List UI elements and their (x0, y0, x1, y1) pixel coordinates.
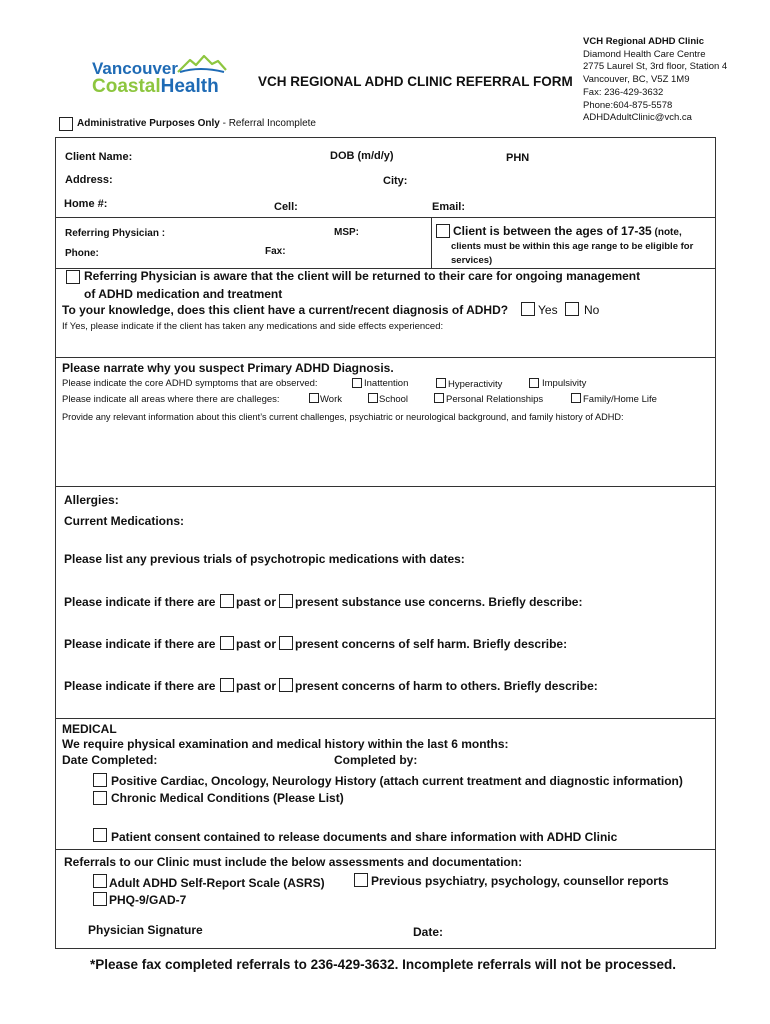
age-note-line: services) (451, 255, 493, 266)
age-label: Client is between the ages of 17-35 (453, 224, 652, 238)
provide-text: Provide any relevant information about this client’s current challenges, psychiatric or neurological background, and family history of ADHD: (62, 412, 624, 422)
cardiac-label: Positive Cardiac, Oncology, Neurology History (attach current treatment and diagnostic information) (111, 774, 683, 788)
inattention-checkbox[interactable] (352, 378, 362, 388)
completed-by-label: Completed by: (334, 753, 418, 767)
others-present-checkbox[interactable] (279, 678, 293, 692)
relationships-checkbox[interactable] (434, 393, 444, 403)
previous-reports-checkbox[interactable] (354, 873, 368, 887)
logo-coastal: Coastal (92, 76, 161, 97)
hyperactivity-label: Hyperactivity (448, 379, 503, 390)
clinic-line: Diamond Health Care Centre (583, 48, 706, 60)
cell-label: Cell: (274, 201, 298, 213)
consent-checkbox[interactable] (93, 828, 107, 842)
impulsivity-checkbox[interactable] (529, 378, 539, 388)
relationships-label: Personal Relationships (446, 394, 544, 405)
date-completed-label: Date Completed: (62, 753, 158, 767)
if-yes-text: If Yes, please indicate if the client has taken any medications and side effects experienced: (62, 321, 444, 332)
vch-logo (92, 56, 232, 100)
aware-checkbox[interactable] (66, 270, 80, 284)
age-note-line: clients must be within this age range to be eligible for (451, 241, 694, 252)
school-label: School (379, 394, 409, 405)
age-checkbox[interactable] (436, 224, 450, 238)
past-or-label: past or (236, 595, 277, 609)
admin-note: - Referral Incomplete (219, 118, 316, 129)
divider (56, 357, 715, 358)
chronic-checkbox[interactable] (93, 791, 107, 805)
others-label: present concerns of harm to others. Briefly describe: (295, 679, 598, 693)
clinic-line: Phone:604-875-5578 (583, 99, 673, 111)
selfharm-past-checkbox[interactable] (220, 636, 234, 650)
clinic-line: Fax: 236-429-3632 (583, 86, 664, 98)
phq-checkbox[interactable] (93, 892, 107, 906)
family-label: Family/Home Life (583, 394, 657, 405)
referrals-title: Referrals to our Clinic must include the below assessments and documentation: (64, 855, 523, 869)
yes-label: Yes (538, 303, 558, 317)
form-border (55, 137, 716, 949)
impulsivity-label: Impulsivity (542, 378, 587, 389)
divider (56, 217, 715, 218)
psychotropic-trials-label: Please list any previous trials of psychotropic medications with dates: (64, 552, 465, 566)
question-prefix: Please indicate if there are (64, 595, 216, 609)
clinic-email: ADHDAdultClinic@vch.ca (583, 112, 692, 124)
family-checkbox[interactable] (571, 393, 581, 403)
work-label: Work (320, 394, 342, 405)
clinic-line: Vancouver, BC, V5Z 1M9 (583, 74, 690, 86)
logo-health: Health (160, 76, 219, 97)
others-past-checkbox[interactable] (220, 678, 234, 692)
substance-present-checkbox[interactable] (279, 594, 293, 608)
phn-label: PHN (506, 152, 530, 164)
symptoms-label: Please indicate the core ADHD symptoms that are observed: (62, 378, 318, 389)
no-label: No (584, 303, 600, 317)
divider (56, 718, 715, 719)
home-label: Home #: (64, 198, 108, 210)
previous-reports-label: Previous psychiatry, psychology, counsellor reports (371, 874, 669, 888)
form-title: VCH REGIONAL ADHD CLINIC REFERRAL FORM (258, 74, 573, 89)
cardiac-checkbox[interactable] (93, 773, 107, 787)
chronic-label: Chronic Medical Conditions (Please List) (111, 791, 344, 805)
clinic-name: VCH Regional ADHD Clinic (583, 36, 705, 47)
physician-signature-label: Physician Signature (88, 923, 203, 937)
narrate-title: Please narrate why you suspect Primary ADHD Diagnosis. (62, 361, 394, 375)
clinic-line: 2775 Laurel St, 3rd floor, Station 4 (583, 61, 728, 73)
school-checkbox[interactable] (368, 393, 378, 403)
aware-label: Referring Physician is aware that the client will be returned to their care for ongoing management (84, 269, 641, 283)
admin-checkbox[interactable] (59, 117, 73, 131)
aware-label-cont: of ADHD medication and treatment (84, 287, 283, 301)
fax-label: Fax: (265, 246, 286, 257)
medical-title: MEDICAL (62, 722, 117, 736)
asrs-label: Adult ADHD Self-Report Scale (ASRS) (109, 876, 325, 890)
phq-label: PHQ-9/GAD-7 (109, 893, 187, 907)
mountain-logo-icon (176, 52, 228, 74)
client-name-label: Client Name: (65, 151, 133, 163)
medical-require: We require physical examination and medical history within the last 6 months: (62, 737, 509, 751)
divider (431, 217, 432, 268)
dob-label: DOB (m/d/y) (330, 150, 394, 162)
selfharm-label: present concerns of self harm. Briefly describe: (295, 637, 568, 651)
substance-past-checkbox[interactable] (220, 594, 234, 608)
selfharm-present-checkbox[interactable] (279, 636, 293, 650)
footer-note: *Please fax completed referrals to 236-429-3632. Incomplete referrals will not be processed. (90, 957, 677, 972)
divider (56, 486, 715, 487)
areas-label: Please indicate all areas where there are challeges: (62, 394, 280, 405)
asrs-checkbox[interactable] (93, 874, 107, 888)
question-prefix: Please indicate if there are (64, 679, 216, 693)
referring-physician-label: Referring Physician : (65, 228, 166, 239)
yes-checkbox[interactable] (521, 302, 535, 316)
allergies-label: Allergies: (64, 493, 119, 507)
hyperactivity-checkbox[interactable] (436, 378, 446, 388)
logo-line1: Vancouver (92, 59, 178, 78)
divider (56, 849, 715, 850)
question-prefix: Please indicate if there are (64, 637, 216, 651)
signature-date-label: Date: (413, 925, 444, 939)
admin-label: Administrative Purposes Only (77, 118, 220, 129)
past-or-label: past or (236, 679, 277, 693)
diagnosis-question: To your knowledge, does this client have a current/recent diagnosis of ADHD? (62, 303, 509, 317)
address-label: Address: (65, 174, 113, 186)
city-label: City: (383, 175, 408, 187)
phone-label: Phone: (65, 248, 99, 259)
age-note: (note, (651, 227, 682, 238)
current-medications-label: Current Medications: (64, 514, 185, 528)
no-checkbox[interactable] (565, 302, 579, 316)
past-or-label: past or (236, 637, 277, 651)
email-label: Email: (432, 201, 466, 213)
work-checkbox[interactable] (309, 393, 319, 403)
inattention-label: Inattention (364, 378, 409, 389)
consent-label: Patient consent contained to release documents and share information with ADHD Clinic (111, 830, 618, 844)
clinic-info (583, 36, 727, 125)
msp-label: MSP: (334, 227, 359, 238)
substance-label: present substance use concerns. Briefly describe: (295, 595, 583, 609)
